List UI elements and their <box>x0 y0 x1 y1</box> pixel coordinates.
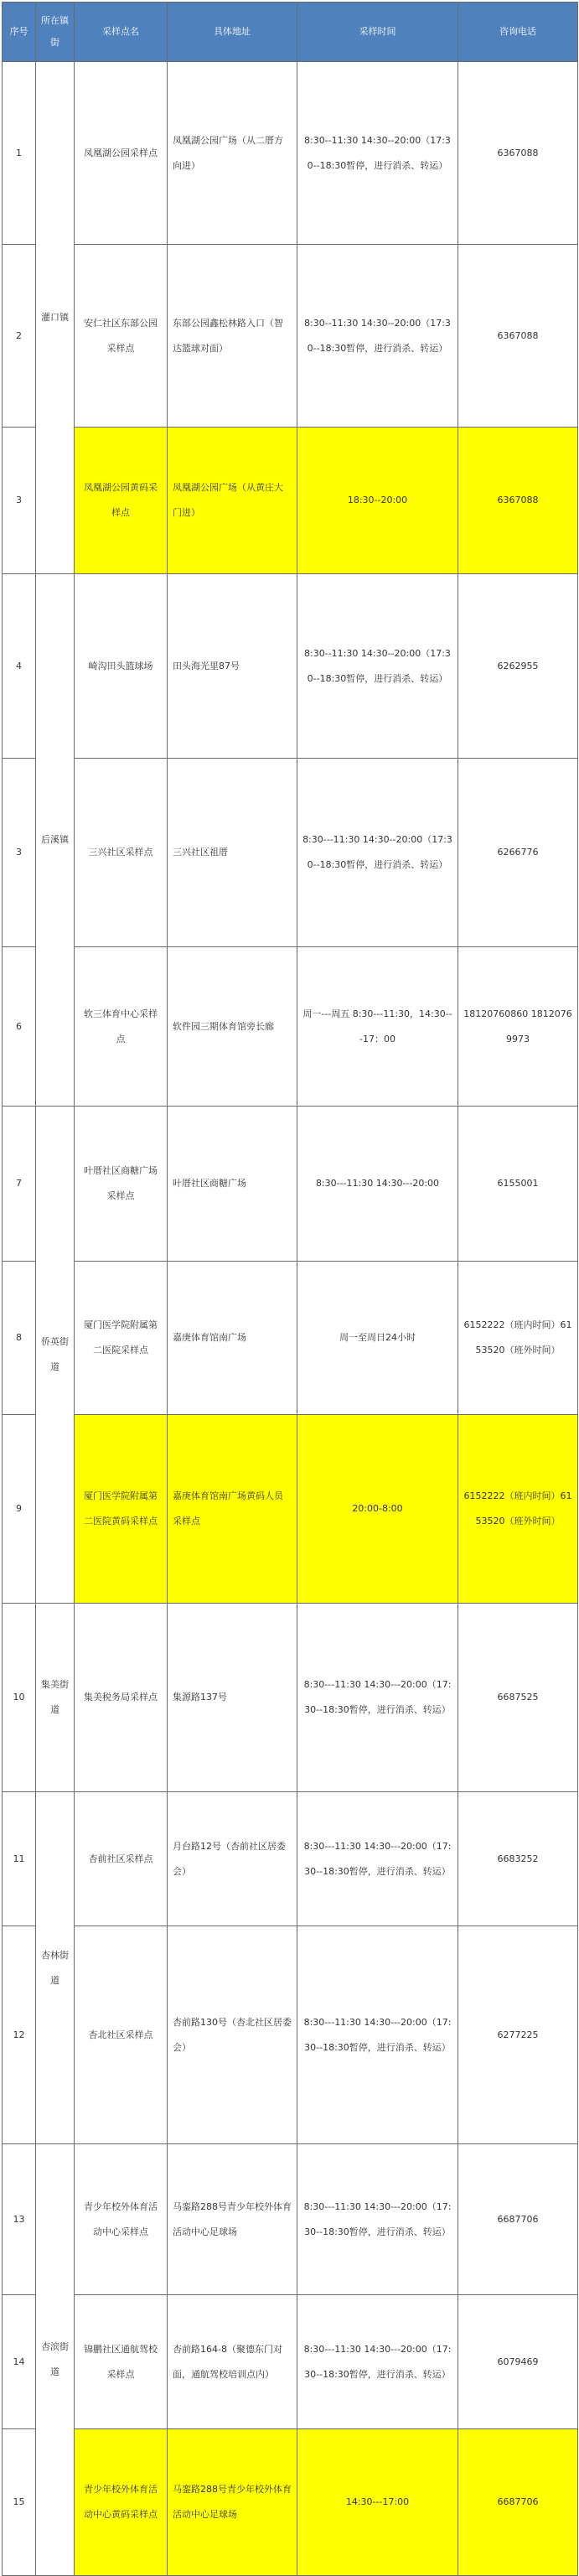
header-address: 具体地址 <box>168 3 297 62</box>
row-number: 9 <box>3 1415 36 1604</box>
site-phone: 6152222（班内时间）6153520（班外时间） <box>458 1262 578 1415</box>
site-address: 叶厝社区商糖广场 <box>168 1107 297 1262</box>
site-address: 嘉庚体育馆南广场 <box>168 1262 297 1415</box>
site-name: 安仁社区东部公园采样点 <box>75 245 168 428</box>
site-phone: 6687706 <box>458 2144 578 2295</box>
site-phone: 6683252 <box>458 1792 578 1926</box>
table-row <box>3 574 578 759</box>
site-time: 8:30---11:30 14:30---20:00（17:30--18:30暂停，进行消杀、转运） <box>297 1926 458 2144</box>
site-phone: 6262955 <box>458 574 578 759</box>
site-address: 凤凰湖公园广场（从黄庄大门进） <box>168 428 297 574</box>
site-name: 叶厝社区商糖广场采样点 <box>75 1107 168 1262</box>
area-cell: 杏林街道 <box>36 1792 75 2144</box>
row-number: 14 <box>3 2295 36 2429</box>
site-time: 8:30---11:30 14:30---20:00（17:30--18:30暂停，进行消杀、转运） <box>297 1792 458 1926</box>
site-name: 崎沟田头篮球场 <box>75 574 168 759</box>
site-time: 8:30---11:30 14:30---20:00 <box>297 1107 458 1262</box>
site-time: 8:30--11:30 14:30--20:00（17:30--18:30暂停，进行消杀、转运） <box>297 62 458 245</box>
site-name: 厦门医学院附属第二医院采样点 <box>75 1262 168 1415</box>
site-time: 8:30---11:30 14:30---20:00（17:30--18:30暂停，进行消杀、转运） <box>297 1604 458 1792</box>
site-time: 周一---周五 8:30---11:30，14:30---17：00 <box>297 947 458 1107</box>
site-name: 青少年校外体育活动中心黄码采样点 <box>75 2429 168 2576</box>
table-row <box>3 1415 578 1604</box>
site-phone: 18120760860 18120769973 <box>458 947 578 1107</box>
site-name: 软三体育中心采样点 <box>75 947 168 1107</box>
site-address: 田头海光里87号 <box>168 574 297 759</box>
site-time: 8:30---11:30 14:30---20:00（17:30--18:30暂停，进行消杀、转运） <box>297 2295 458 2429</box>
row-number: 4 <box>3 574 36 759</box>
site-time: 8:30---11:30 14:30---20:00（17:30--18:30暂停，进行消杀、转运） <box>297 2144 458 2295</box>
site-phone: 6367088 <box>458 428 578 574</box>
row-number: 10 <box>3 1604 36 1792</box>
row-number: 15 <box>3 2429 36 2576</box>
site-time: 8:30---11:30 14:30--20:00（17:30--18:30暂停，进行消杀、转运） <box>297 759 458 947</box>
row-number: 8 <box>3 1262 36 1415</box>
site-phone: 6152222（班内时间）6153520（班外时间） <box>458 1415 578 1604</box>
site-address: 凤凰湖公园广场（从二厝方向进） <box>168 62 297 245</box>
row-number: 13 <box>3 2144 36 2295</box>
site-address: 软件园三期体育馆旁长廊 <box>168 947 297 1107</box>
table-header-row <box>3 3 578 62</box>
site-time: 8:30--11:30 14:30--20:00（17:30--18:30暂停，进行消杀、转运） <box>297 574 458 759</box>
table-row <box>3 759 578 947</box>
site-address: 马銮路288号青少年校外体育活动中心足球场 <box>168 2144 297 2295</box>
table-row <box>3 2429 578 2576</box>
site-phone: 6277225 <box>458 1926 578 2144</box>
site-time: 20:00-8:00 <box>297 1415 458 1604</box>
site-address: 杏前路130号（杏北社区居委会） <box>168 1926 297 2144</box>
row-number: 6 <box>3 947 36 1107</box>
site-name: 青少年校外体育活动中心采样点 <box>75 2144 168 2295</box>
site-address: 三兴社区祖厝 <box>168 759 297 947</box>
site-address: 集源路137号 <box>168 1604 297 1792</box>
table-row <box>3 1792 578 1926</box>
site-phone: 6687706 <box>458 2429 578 2576</box>
table-row <box>3 2144 578 2295</box>
row-number: 12 <box>3 1926 36 2144</box>
table-row <box>3 62 578 245</box>
site-time: 14:30---17:00 <box>297 2429 458 2576</box>
header-phone: 咨询电话 <box>458 3 578 62</box>
table-row <box>3 1107 578 1262</box>
table-row <box>3 428 578 574</box>
row-number: 1 <box>3 62 36 245</box>
area-cell: 侨英街道 <box>36 1107 75 1604</box>
site-address: 东部公园鑫松林路入口（智达篮球对面） <box>168 245 297 428</box>
header-no: 序号 <box>3 3 36 62</box>
table-row <box>3 1262 578 1415</box>
row-number: 11 <box>3 1792 36 1926</box>
site-name: 杏北社区采样点 <box>75 1926 168 2144</box>
row-number: 3 <box>3 428 36 574</box>
table-row <box>3 1604 578 1792</box>
site-name: 集美税务局采样点 <box>75 1604 168 1792</box>
table-row <box>3 1926 578 2144</box>
site-time: 18:30--20:00 <box>297 428 458 574</box>
site-name: 杏前社区采样点 <box>75 1792 168 1926</box>
site-phone: 6687525 <box>458 1604 578 1792</box>
area-cell: 后溪镇 <box>36 574 75 1107</box>
site-address: 杏前路164-8（聚德东门对面，通航驾校培训点内） <box>168 2295 297 2429</box>
site-name: 厦门医学院附属第二医院黄码采样点 <box>75 1415 168 1604</box>
site-address: 嘉庚体育馆南广场黄码人员采样点 <box>168 1415 297 1604</box>
table-row <box>3 245 578 428</box>
table-row <box>3 947 578 1107</box>
header-time: 采样时间 <box>297 3 458 62</box>
site-name: 凤凰湖公园黄码采样点 <box>75 428 168 574</box>
area-cell: 集美街道 <box>36 1604 75 1792</box>
site-time: 周一至周日24小时 <box>297 1262 458 1415</box>
header-area: 所在镇街 <box>36 3 75 62</box>
site-phone: 6367088 <box>458 245 578 428</box>
site-time: 8:30--11:30 14:30--20:00（17:30--18:30暂停，进行消杀、转运） <box>297 245 458 428</box>
row-number: 3 <box>3 759 36 947</box>
site-address: 马銮路288号青少年校外体育活动中心足球场 <box>168 2429 297 2576</box>
site-name: 三兴社区采样点 <box>75 759 168 947</box>
site-phone: 6079469 <box>458 2295 578 2429</box>
site-address: 月台路12号（杏前社区居委会） <box>168 1792 297 1926</box>
table-row <box>3 2295 578 2429</box>
site-phone: 6155001 <box>458 1107 578 1262</box>
area-cell: 灌口镇 <box>36 62 75 574</box>
site-name: 锦鹏社区通航驾校采样点 <box>75 2295 168 2429</box>
site-name: 凤凰湖公园采样点 <box>75 62 168 245</box>
sampling-sites-table <box>2 2 578 2576</box>
row-number: 7 <box>3 1107 36 1262</box>
site-phone: 6367088 <box>458 62 578 245</box>
site-phone: 6266776 <box>458 759 578 947</box>
area-cell: 杏滨街道 <box>36 2144 75 2576</box>
row-number: 2 <box>3 245 36 428</box>
header-name: 采样点名 <box>75 3 168 62</box>
